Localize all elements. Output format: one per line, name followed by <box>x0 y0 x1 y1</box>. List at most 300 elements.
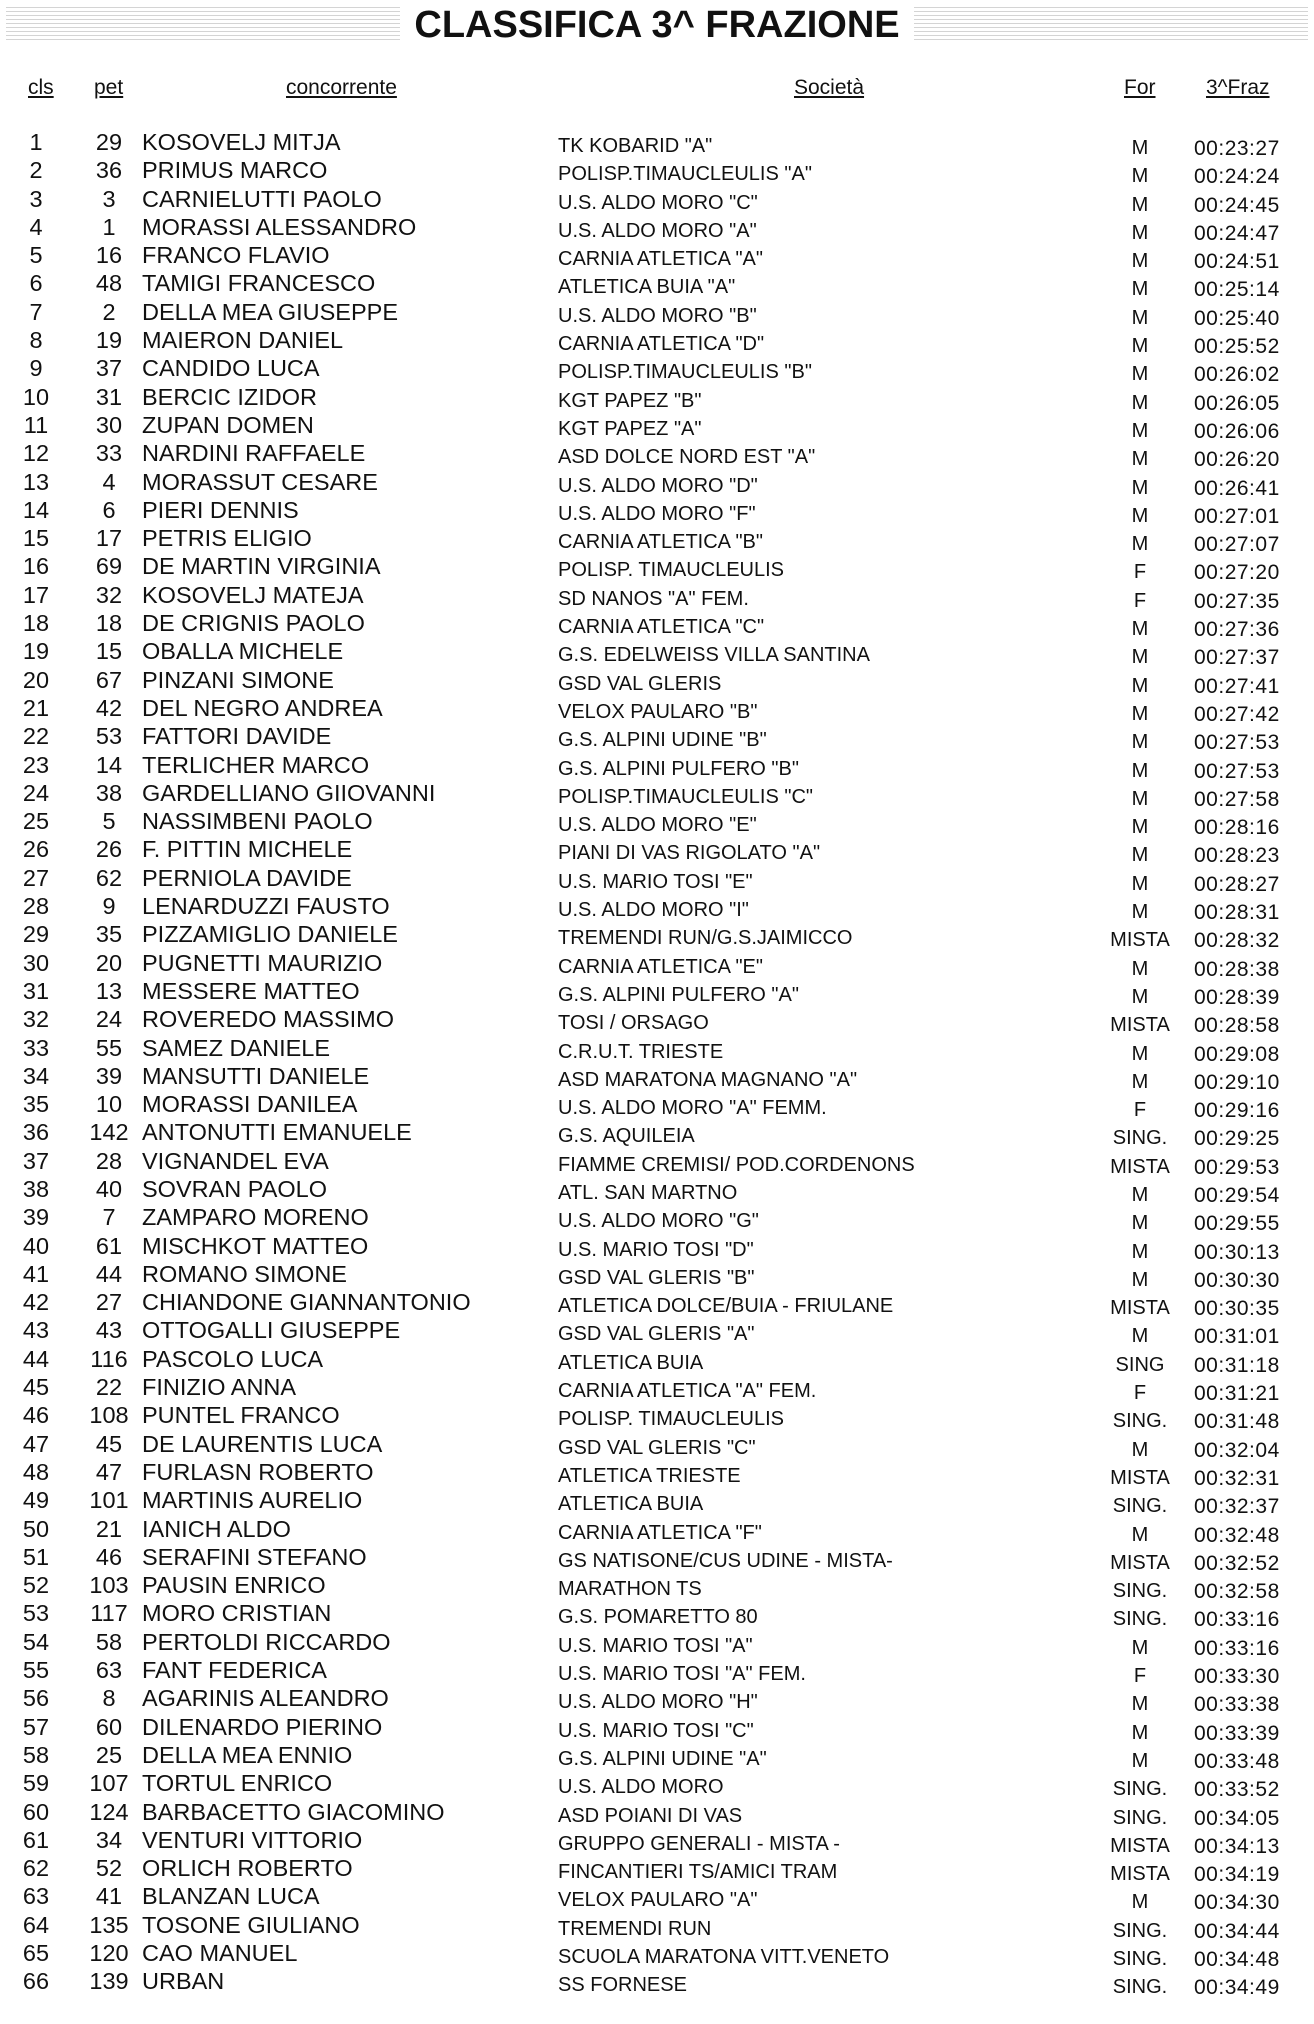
header-societa: Società <box>794 76 865 99</box>
cell-pet: 62 <box>95 864 123 891</box>
cell-3fraz: 00:32:04 <box>1194 1438 1280 1462</box>
cell-pet: 27 <box>95 1289 123 1316</box>
cell-pet: 15 <box>95 638 123 665</box>
cell-pet: 22 <box>95 1374 123 1401</box>
table-row <box>0 496 1314 528</box>
cell-cls: 33 <box>22 1034 50 1061</box>
cell-for: SING. <box>1112 1778 1168 1801</box>
cell-for: M <box>1131 137 1149 159</box>
cell-for: M <box>1131 306 1149 329</box>
cell-concorrente: BLANZAN LUCA <box>142 1883 320 1910</box>
cell-concorrente: SOVRAN PAOLO <box>142 1175 328 1202</box>
cell-concorrente: VENTURI VITTORIO <box>142 1826 363 1853</box>
cell-concorrente: FANT FEDERICA <box>142 1657 327 1684</box>
table-row <box>0 609 1314 642</box>
cell-pet: 29 <box>95 129 123 155</box>
cell-societa: MARATHON TS <box>558 1578 702 1601</box>
cell-concorrente: MORASSI ALESSANDRO <box>142 213 417 240</box>
cell-concorrente: PRIMUS MARCO <box>142 157 328 184</box>
cell-cls: 52 <box>22 1572 50 1599</box>
cell-for: F <box>1133 1099 1147 1122</box>
cell-3fraz: 00:32:31 <box>1194 1466 1280 1490</box>
cell-societa: PIANI DI VAS RIGOLATO "A" <box>558 842 821 865</box>
cell-societa: TOSI / ORSAGO <box>558 1012 709 1035</box>
cell-societa: CARNIA ATLETICA "F" <box>558 1521 762 1544</box>
cell-cls: 17 <box>22 581 50 608</box>
table-row <box>0 1062 1314 1094</box>
cell-3fraz: 00:34:30 <box>1194 1891 1280 1915</box>
cell-concorrente: ROMANO SIMONE <box>142 1260 347 1287</box>
cell-concorrente: PETRIS ELIGIO <box>142 525 312 552</box>
table-row <box>0 722 1314 755</box>
table-row <box>0 1486 1314 1519</box>
column-headers <box>0 76 1314 108</box>
cell-societa: U.S. MARIO TOSI "A" FEM. <box>558 1663 806 1686</box>
cell-3fraz: 00:27:42 <box>1194 702 1280 726</box>
cell-pet: 101 <box>89 1487 129 1514</box>
cell-cls: 37 <box>22 1147 50 1174</box>
cell-cls: 10 <box>22 383 50 410</box>
cell-cls: 36 <box>22 1119 50 1146</box>
cell-cls: 4 <box>29 213 43 240</box>
cell-for: M <box>1131 363 1149 386</box>
cell-for: SING. <box>1112 1580 1168 1603</box>
cell-3fraz: 00:28:58 <box>1194 1014 1280 1038</box>
cell-concorrente: DILENARDO PIERINO <box>142 1713 383 1740</box>
cell-for: M <box>1131 1438 1149 1461</box>
cell-concorrente: NARDINI RAFFAELE <box>142 440 366 467</box>
cell-concorrente: DE LAURENTIS LUCA <box>142 1430 383 1457</box>
cell-for: M <box>1131 1070 1149 1093</box>
table-row <box>0 1684 1314 1717</box>
cell-pet: 135 <box>89 1911 129 1938</box>
table-row <box>0 383 1314 415</box>
table-row <box>0 156 1314 189</box>
cell-pet: 139 <box>89 1968 129 1995</box>
cell-cls: 48 <box>22 1458 50 1485</box>
cell-3fraz: 00:33:48 <box>1194 1749 1280 1773</box>
cell-cls: 2 <box>29 157 43 184</box>
cell-for: F <box>1133 561 1147 584</box>
decorative-hatch-left <box>6 6 406 40</box>
cell-for: M <box>1131 250 1149 273</box>
table-row <box>0 1147 1314 1179</box>
cell-for: M <box>1131 844 1149 867</box>
cell-societa: SCUOLA MARATONA VITT.VENETO <box>558 1946 890 1968</box>
cell-societa: CARNIA ATLETICA "A" <box>558 248 763 271</box>
cell-cls: 8 <box>29 327 43 354</box>
table-row <box>0 1656 1314 1689</box>
cell-pet: 61 <box>95 1232 123 1259</box>
cell-societa: G.S. AQUILEIA <box>558 1125 695 1148</box>
cell-3fraz: 00:34:13 <box>1194 1834 1280 1858</box>
cell-3fraz: 00:24:47 <box>1194 221 1280 245</box>
table-row <box>0 1005 1314 1038</box>
cell-societa: VELOX PAULARO "A" <box>558 1889 758 1912</box>
cell-3fraz: 00:27:41 <box>1194 674 1280 698</box>
cell-pet: 20 <box>95 949 123 976</box>
cell-for: MISTA <box>1110 1155 1170 1178</box>
table-row <box>0 864 1314 896</box>
table-row <box>0 637 1314 670</box>
cell-cls: 20 <box>22 666 50 693</box>
cell-societa: POLISP.TIMAUCLEULIS "C" <box>558 785 814 808</box>
cell-pet: 13 <box>95 977 123 1004</box>
cell-pet: 37 <box>95 355 123 382</box>
cell-pet: 107 <box>89 1770 129 1797</box>
cell-pet: 44 <box>95 1260 123 1287</box>
cell-pet: 43 <box>95 1317 123 1344</box>
cell-societa: GSD VAL GLERIS "A" <box>558 1323 755 1346</box>
table-row <box>0 269 1314 302</box>
cell-pet: 17 <box>95 525 123 552</box>
cell-concorrente: CAO MANUEL <box>142 1940 298 1966</box>
cell-cls: 27 <box>22 864 50 891</box>
cell-concorrente: MESSERE MATTEO <box>142 977 360 1004</box>
table-row <box>0 949 1314 981</box>
cell-concorrente: FINIZIO ANNA <box>142 1374 297 1401</box>
cell-pet: 34 <box>95 1826 123 1853</box>
cell-concorrente: MISCHKOT MATTEO <box>142 1232 369 1259</box>
cell-pet: 53 <box>95 723 123 750</box>
cell-for: F <box>1133 1665 1147 1688</box>
cell-cls: 6 <box>29 270 43 297</box>
cell-concorrente: ZUPAN DOMEN <box>142 411 314 438</box>
cell-cls: 39 <box>22 1204 50 1231</box>
cell-3fraz: 00:28:23 <box>1194 844 1280 868</box>
cell-cls: 54 <box>22 1628 50 1655</box>
cell-for: M <box>1131 872 1149 895</box>
cell-concorrente: BERCIC IZIDOR <box>142 383 317 410</box>
cell-concorrente: PIZZAMIGLIO DANIELE <box>142 921 398 948</box>
cell-societa: ATLETICA BUIA <box>558 1493 704 1516</box>
cell-cls: 55 <box>22 1657 50 1684</box>
cell-pet: 142 <box>89 1119 129 1146</box>
cell-societa: U.S. MARIO TOSI "A" <box>558 1634 753 1657</box>
table-row <box>0 1769 1314 1802</box>
cell-societa: U.S. ALDO MORO <box>558 1776 724 1799</box>
cell-societa: GSD VAL GLERIS "C" <box>558 1436 756 1459</box>
cell-cls: 45 <box>22 1374 50 1401</box>
cell-societa: ASD POIANI DI VAS <box>558 1804 743 1827</box>
cell-societa: GRUPPO GENERALI - MISTA - <box>558 1832 840 1855</box>
cell-pet: 46 <box>95 1543 123 1570</box>
cell-cls: 63 <box>22 1883 50 1910</box>
cell-3fraz: 00:27:58 <box>1194 787 1280 811</box>
cell-for: SING. <box>1112 1608 1168 1631</box>
cell-societa: U.S. ALDO MORO "I" <box>558 899 749 922</box>
cell-3fraz: 00:31:18 <box>1194 1353 1280 1377</box>
cell-cls: 18 <box>22 610 50 637</box>
cell-for: M <box>1131 702 1149 725</box>
cell-concorrente: OTTOGALLI GIUSEPPE <box>142 1317 401 1344</box>
cell-concorrente: SAMEZ DANIELE <box>142 1034 331 1061</box>
table-row <box>0 1118 1314 1151</box>
cell-cls: 1 <box>29 129 43 155</box>
cell-for: M <box>1131 1749 1149 1772</box>
cell-cls: 53 <box>22 1600 50 1627</box>
cell-societa: U.S. ALDO MORO "C" <box>558 191 758 214</box>
table-row <box>0 1373 1314 1406</box>
table-row <box>0 1798 1314 1830</box>
cell-societa: CARNIA ATLETICA "D" <box>558 333 765 356</box>
cell-for: M <box>1131 759 1149 782</box>
cell-pet: 9 <box>102 893 116 920</box>
cell-pet: 120 <box>89 1940 129 1966</box>
header-for: For <box>1124 76 1156 99</box>
cell-concorrente: ORLICH ROBERTO <box>142 1855 353 1882</box>
cell-3fraz: 00:29:55 <box>1194 1212 1280 1236</box>
cell-3fraz: 00:25:40 <box>1194 306 1280 330</box>
table-row <box>0 1911 1314 1943</box>
cell-for: MISTA <box>1110 1551 1170 1574</box>
table-row <box>0 1430 1314 1462</box>
cell-societa: GS NATISONE/CUS UDINE - MISTA- <box>558 1549 893 1572</box>
cell-3fraz: 00:29:53 <box>1194 1155 1280 1179</box>
cell-3fraz: 00:28:31 <box>1194 901 1280 925</box>
cell-societa: G.S. ALPINI PULFERO "A" <box>558 983 799 1006</box>
cell-3fraz: 00:33:39 <box>1194 1721 1280 1745</box>
cell-pet: 35 <box>95 921 123 948</box>
cell-for: M <box>1131 646 1149 669</box>
cell-3fraz: 00:34:48 <box>1194 1948 1280 1971</box>
table-row <box>0 1288 1314 1321</box>
cell-3fraz: 00:29:08 <box>1194 1042 1280 1066</box>
cell-cls: 7 <box>29 298 43 325</box>
cell-societa: CARNIA ATLETICA "B" <box>558 531 763 554</box>
cell-3fraz: 00:24:24 <box>1194 165 1280 189</box>
table-row <box>0 1401 1314 1434</box>
cell-3fraz: 00:30:30 <box>1194 1268 1280 1292</box>
cell-cls: 11 <box>23 411 49 438</box>
cell-societa: G.S. ALPINI UDINE "A" <box>558 1747 767 1770</box>
cell-concorrente: PINZANI SIMONE <box>142 666 334 693</box>
cell-cls: 35 <box>22 1091 50 1118</box>
cell-cls: 60 <box>22 1798 50 1825</box>
cell-concorrente: TERLICHER MARCO <box>142 751 370 778</box>
table-row <box>0 1939 1314 1971</box>
cell-societa: VELOX PAULARO "B" <box>558 700 758 723</box>
table-row <box>0 892 1314 925</box>
cell-societa: U.S. ALDO MORO "D" <box>558 474 758 497</box>
cell-pet: 2 <box>102 298 116 325</box>
cell-societa: U.S. ALDO MORO "H" <box>558 1691 758 1714</box>
cell-societa: ASD MARATONA MAGNANO "A" <box>558 1068 858 1091</box>
cell-for: M <box>1131 1693 1149 1716</box>
cell-3fraz: 00:32:52 <box>1194 1551 1280 1575</box>
cell-pet: 63 <box>95 1657 123 1684</box>
cell-concorrente: DE CRIGNIS PAOLO <box>142 610 365 637</box>
cell-3fraz: 00:26:06 <box>1194 419 1280 443</box>
cell-3fraz: 00:27:37 <box>1194 646 1280 670</box>
table-row <box>0 1232 1314 1264</box>
cell-for: SING. <box>1112 1806 1168 1829</box>
decorative-hatch-right <box>908 6 1308 40</box>
table-row <box>0 1628 1314 1660</box>
cell-for: M <box>1131 618 1149 641</box>
cell-pet: 103 <box>89 1572 129 1599</box>
cell-3fraz: 00:31:01 <box>1194 1325 1280 1349</box>
cell-pet: 18 <box>95 610 123 637</box>
cell-societa: ATLETICA BUIA <box>558 1351 704 1374</box>
cell-concorrente: TORTUL ENRICO <box>142 1770 333 1797</box>
cell-societa: SS FORNESE <box>558 1974 687 1997</box>
table-row <box>0 1599 1314 1632</box>
table-row <box>0 977 1314 1009</box>
cell-societa: CARNIA ATLETICA "C" <box>558 616 765 639</box>
cell-concorrente: ROVEREDO MASSIMO <box>142 1006 395 1033</box>
cell-concorrente: DELLA MEA ENNIO <box>142 1741 353 1768</box>
cell-cls: 26 <box>22 836 50 863</box>
cell-societa: TREMENDI RUN/G.S.JAIMICCO <box>558 927 853 950</box>
cell-concorrente: TAMIGI FRANCESCO <box>142 270 376 297</box>
cell-societa: U.S. ALDO MORO "F" <box>558 502 756 525</box>
cell-3fraz: 00:32:37 <box>1194 1495 1280 1519</box>
table-row <box>0 1741 1314 1773</box>
cell-3fraz: 00:24:51 <box>1194 250 1280 274</box>
cell-for: M <box>1131 674 1149 697</box>
table-row <box>0 298 1314 330</box>
cell-pet: 108 <box>89 1402 129 1429</box>
cell-concorrente: GARDELLIANO GIIOVANNI <box>142 779 436 806</box>
cell-3fraz: 00:27:20 <box>1194 561 1280 585</box>
cell-pet: 10 <box>95 1091 123 1118</box>
cell-concorrente: MORASSUT CESARE <box>142 468 378 495</box>
cell-societa: ATLETICA BUIA "A" <box>558 276 736 299</box>
cell-for: M <box>1131 335 1149 358</box>
cell-3fraz: 00:31:21 <box>1194 1382 1280 1406</box>
cell-for: M <box>1131 1240 1149 1263</box>
cell-cls: 19 <box>22 638 50 665</box>
table-row <box>0 581 1314 613</box>
cell-3fraz: 00:23:27 <box>1194 137 1280 160</box>
cell-societa: GSD VAL GLERIS "B" <box>558 1266 755 1289</box>
cell-concorrente: FRANCO FLAVIO <box>142 242 330 269</box>
cell-for: SING. <box>1112 1410 1168 1433</box>
cell-concorrente: MORO CRISTIAN <box>142 1600 332 1627</box>
cell-cls: 66 <box>22 1968 50 1995</box>
cell-for: MISTA <box>1110 1297 1170 1320</box>
cell-cls: 56 <box>22 1685 50 1712</box>
cell-societa: CARNIA ATLETICA "A" FEM. <box>558 1380 817 1403</box>
cell-concorrente: DE MARTIN VIRGINIA <box>142 553 381 580</box>
cell-3fraz: 00:28:16 <box>1194 816 1280 840</box>
cell-concorrente: F. PITTIN MICHELE <box>142 836 353 863</box>
page-title: CLASSIFICA 3^ FRAZIONE <box>400 4 913 47</box>
table-row <box>0 1345 1314 1377</box>
cell-concorrente: PERNIOLA DAVIDE <box>142 864 352 891</box>
cell-for: M <box>1131 957 1149 980</box>
cell-3fraz: 00:27:53 <box>1194 759 1280 783</box>
cell-for: M <box>1131 1268 1149 1291</box>
cell-concorrente: DELLA MEA GIUSEPPE <box>142 298 398 325</box>
header-pet: pet <box>94 76 124 99</box>
cell-for: MISTA <box>1110 1834 1170 1857</box>
cell-for: MISTA <box>1110 1466 1170 1489</box>
cell-pet: 117 <box>90 1600 128 1627</box>
cell-societa: POLISP. TIMAUCLEULIS <box>558 1408 785 1431</box>
cell-for: M <box>1131 476 1149 499</box>
cell-3fraz: 00:34:44 <box>1194 1919 1280 1943</box>
cell-concorrente: PIERI DENNIS <box>142 496 299 523</box>
cell-pet: 45 <box>95 1430 123 1457</box>
cell-pet: 32 <box>95 581 123 608</box>
cell-pet: 39 <box>95 1062 123 1089</box>
cell-pet: 14 <box>95 751 123 778</box>
cell-cls: 25 <box>22 808 50 835</box>
cell-societa: U.S. ALDO MORO "B" <box>558 304 757 327</box>
cell-societa: G.S. EDELWEISS VILLA SANTINA <box>558 644 870 667</box>
cell-societa: U.S. ALDO MORO "A" <box>558 219 757 242</box>
cell-cls: 15 <box>22 525 50 552</box>
cell-cls: 16 <box>22 553 50 580</box>
cell-pet: 30 <box>95 411 123 438</box>
cell-3fraz: 00:29:54 <box>1194 1183 1280 1207</box>
cell-3fraz: 00:29:16 <box>1194 1099 1280 1123</box>
cell-concorrente: TOSONE GIULIANO <box>142 1911 360 1938</box>
cell-3fraz: 00:26:41 <box>1194 476 1280 500</box>
table-row <box>0 128 1314 160</box>
cell-societa: KGT PAPEZ "B" <box>558 389 702 412</box>
cell-cls: 21 <box>22 694 50 721</box>
cell-concorrente: BARBACETTO GIACOMINO <box>142 1798 445 1825</box>
cell-societa: POLISP. TIMAUCLEULIS <box>558 559 785 582</box>
cell-societa: G.S. ALPINI UDINE "B" <box>558 729 767 752</box>
table-row <box>0 468 1314 500</box>
cell-for: SING. <box>1112 1127 1168 1150</box>
header-cls: cls <box>28 76 54 99</box>
cell-societa: KGT PAPEZ "A" <box>558 417 702 440</box>
cell-3fraz: 00:34:19 <box>1194 1863 1280 1887</box>
table-row <box>0 1260 1314 1292</box>
table-row <box>0 751 1314 783</box>
cell-cls: 9 <box>29 355 43 382</box>
table-row <box>0 524 1314 557</box>
cell-pet: 67 <box>95 666 123 693</box>
cell-cls: 64 <box>22 1911 50 1938</box>
cell-3fraz: 00:28:38 <box>1194 957 1280 981</box>
table-row <box>0 779 1314 811</box>
cell-pet: 41 <box>95 1883 123 1910</box>
cell-for: M <box>1131 1523 1149 1546</box>
cell-3fraz: 00:33:30 <box>1194 1665 1280 1689</box>
cell-concorrente: KOSOVELJ MITJA <box>142 129 341 155</box>
cell-concorrente: PUNTEL FRANCO <box>142 1402 340 1429</box>
cell-pet: 38 <box>95 779 123 806</box>
cell-pet: 8 <box>102 1685 116 1712</box>
table-row <box>0 1882 1314 1915</box>
cell-3fraz: 00:31:48 <box>1194 1410 1280 1434</box>
cell-3fraz: 00:27:07 <box>1194 533 1280 557</box>
table-row <box>0 1543 1314 1575</box>
cell-cls: 12 <box>22 440 50 467</box>
cell-pet: 40 <box>95 1175 123 1202</box>
cell-cls: 44 <box>22 1345 50 1372</box>
cell-concorrente: MANSUTTI DANIELE <box>142 1062 370 1089</box>
cell-societa: U.S. MARIO TOSI "D" <box>558 1238 754 1261</box>
cell-3fraz: 00:32:58 <box>1194 1580 1280 1604</box>
cell-societa: C.R.U.T. TRIESTE <box>558 1040 724 1063</box>
cell-concorrente: URBAN <box>142 1968 225 1995</box>
cell-for: MISTA <box>1110 929 1170 952</box>
table-row <box>0 552 1314 585</box>
table-row <box>0 920 1314 953</box>
cell-pet: 3 <box>102 185 116 212</box>
cell-pet: 28 <box>95 1147 123 1174</box>
cell-cls: 22 <box>22 723 50 750</box>
cell-3fraz: 00:24:45 <box>1194 193 1280 217</box>
cell-3fraz: 00:27:36 <box>1194 618 1280 642</box>
